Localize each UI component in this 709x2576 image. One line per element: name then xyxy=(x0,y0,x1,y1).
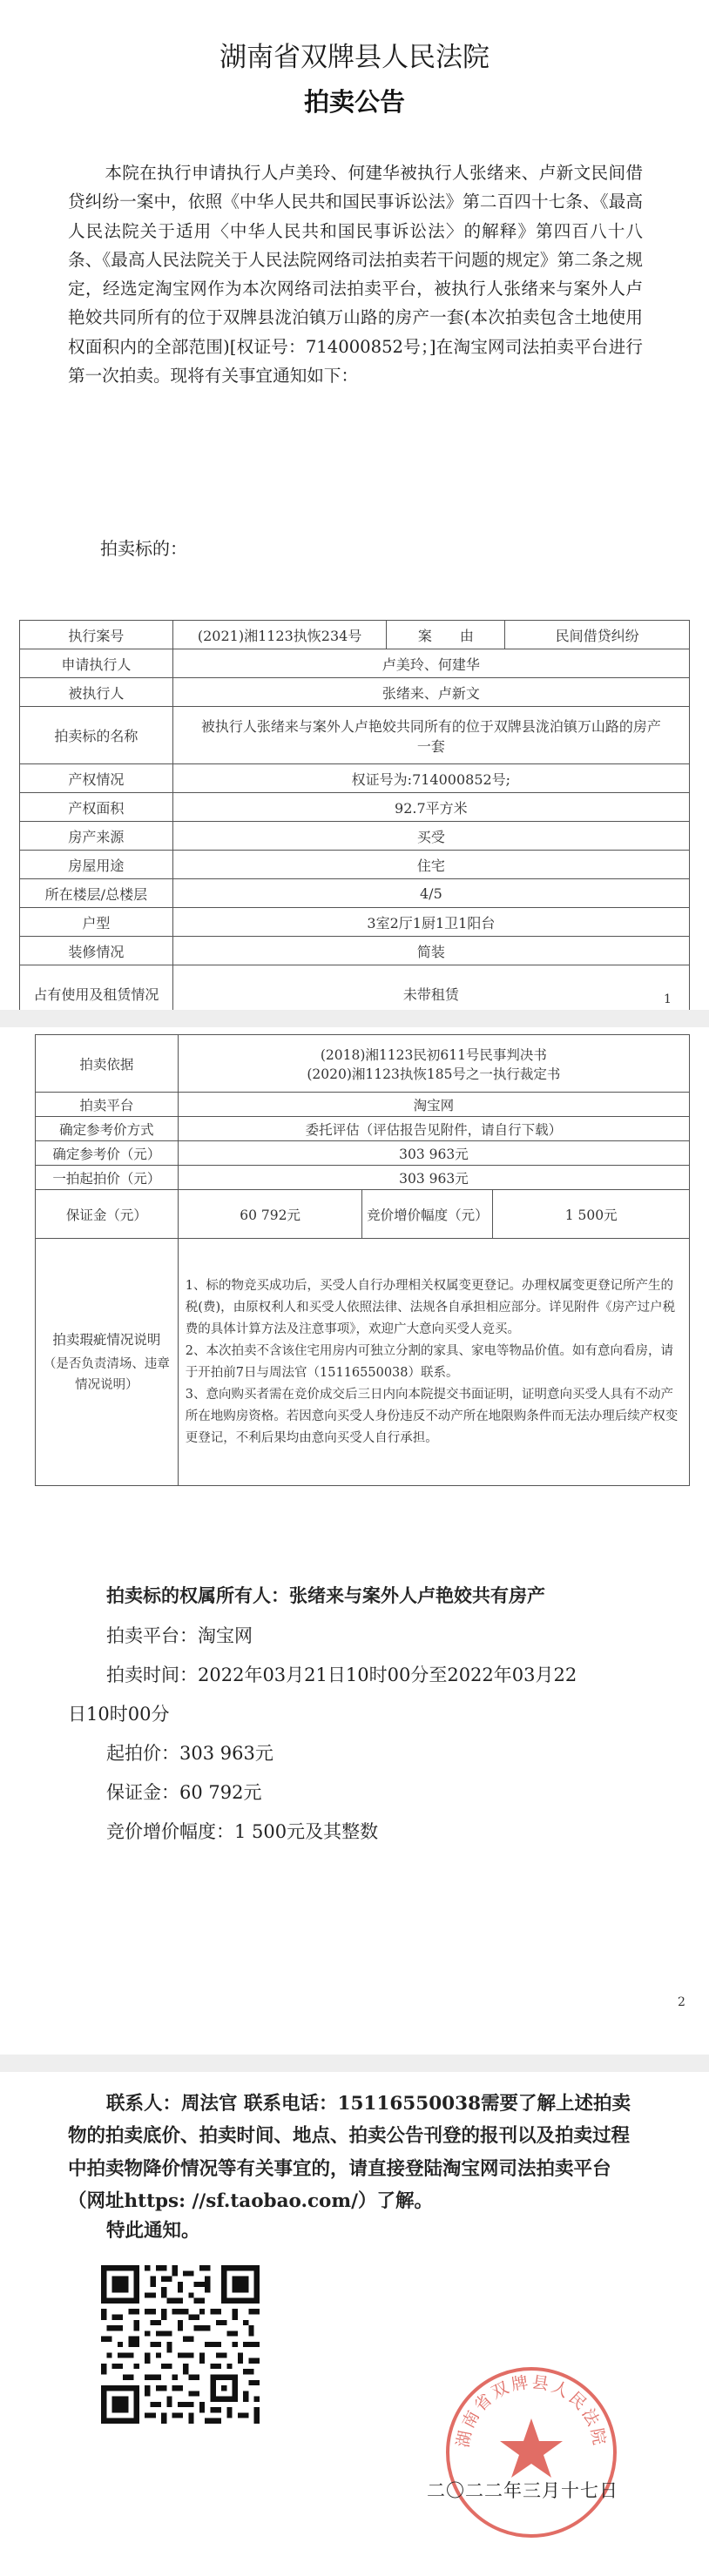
closing-notice: 特此通知。 xyxy=(106,2220,200,2242)
auction-info-table xyxy=(35,1034,690,1486)
summary-deposit: 保证金：60 792元 xyxy=(106,1782,262,1803)
document-title: 拍卖公告 xyxy=(303,87,405,117)
subject-label: 拍卖标的： xyxy=(100,538,187,559)
defect-label-cell xyxy=(36,1239,179,1486)
table-row xyxy=(20,764,690,793)
page-number: 2 xyxy=(678,1995,685,2009)
platform-value: 淘宝网 xyxy=(178,1093,689,1117)
cause-label: 案 由 xyxy=(387,621,505,649)
table-row xyxy=(20,707,690,764)
table-row xyxy=(36,1035,690,1093)
seal-text: 湖南省双牌县人民法院 xyxy=(453,2372,610,2450)
table-row xyxy=(36,1239,690,1486)
source-value: 买受 xyxy=(172,822,689,851)
table-row xyxy=(20,937,690,965)
basis-line-2: (2020)湘1123执恢185号之一执行裁定书 xyxy=(307,1066,561,1082)
area-value: 92.7平方米 xyxy=(172,793,689,822)
table-row xyxy=(36,1190,690,1239)
table-row xyxy=(20,851,690,879)
table-row xyxy=(36,1093,690,1117)
defect-label-sub: （是否负责清场、违章情况说明） xyxy=(43,1356,170,1392)
page-separator xyxy=(0,1010,709,1027)
defect-notes xyxy=(178,1239,689,1486)
page-separator xyxy=(0,2055,709,2072)
subject-name-label: 拍卖标的名称 xyxy=(20,707,173,764)
decor-value: 简装 xyxy=(172,937,689,965)
start-price-value: 303 963元 xyxy=(178,1166,689,1190)
basis-label: 拍卖依据 xyxy=(36,1035,179,1093)
ref-price-label: 确定参考价（元） xyxy=(36,1141,179,1166)
table-row xyxy=(20,793,690,822)
title-label: 产权情况 xyxy=(20,764,173,793)
area-label: 产权面积 xyxy=(20,793,173,822)
floor-label: 所在楼层/总楼层 xyxy=(20,879,173,908)
platform-label: 拍卖平台 xyxy=(36,1093,179,1117)
floor-value: 4/5 xyxy=(172,879,689,908)
intro-paragraph: 本院在执行申请执行人卢美玲、何建华被执行人张绪来、卢新文民间借贷纠纷一案中，依照《中华人民共和国民事诉讼法》第二百四十七条、《最高人民法院关于适用〈中华人民共和国民事诉讼法〉的解释》第四百八十八条、《最高人民法院关于人民法院网络司法拍卖若干问题的规定》第二条之规定，经选定淘宝网作为本次网络司法拍卖平台，被执行人张绪来与案外人卢艳姣共同所有的位于双牌县泷泊镇万山路的房产一套(本次拍卖包含土地使用权面积内的全部范围)[权证号：714000852号；]在淘宝网司法拍卖平台进行第一次拍卖。现将有关事宜通知如下： xyxy=(68,163,643,387)
table-row xyxy=(20,908,690,937)
respondent-label: 被执行人 xyxy=(20,678,173,707)
deposit-value: 60 792元 xyxy=(178,1190,362,1239)
table-row xyxy=(36,1166,690,1190)
defect-note-2: 2、本次拍卖不含该住宅用房内可独立分割的家具、家电等物品价值。如有意向看房，请于开拍前7日与周法官（15116550038）联系。 xyxy=(185,1343,674,1380)
source-label: 房产来源 xyxy=(20,822,173,851)
layout-label: 户型 xyxy=(20,908,173,937)
summary-start-price: 起拍价：303 963元 xyxy=(106,1743,273,1764)
summary-platform: 拍卖平台：淘宝网 xyxy=(106,1625,253,1646)
table-row xyxy=(20,678,690,707)
page-number: 1 xyxy=(664,992,672,1006)
page-2 xyxy=(0,1027,709,2055)
summary-time-line-1: 拍卖时间：2022年03月21日10时00分至2022年03月22 xyxy=(106,1665,577,1685)
court-name: 湖南省双牌县人民法院 xyxy=(219,42,490,73)
decor-label: 装修情况 xyxy=(20,937,173,965)
subject-name: 被执行人张绪来与案外人卢艳姣共同所有的位于双牌县泷泊镇万山路的房产一套 xyxy=(172,707,689,764)
case-no: (2021)湘1123执恢234号 xyxy=(172,621,387,649)
table-row xyxy=(20,822,690,851)
summary-owner: 拍卖标的权属所有人：张绪来与案外人卢艳姣共有房产 xyxy=(106,1584,545,1606)
summary-time-line-2: 日10时00分 xyxy=(68,1704,170,1725)
contact-paragraph: 联系人：周法官 联系电话：15116550038需要了解上述拍卖物的拍卖底价、拍卖时间、地点、拍卖公告刊登的报刊以及拍卖过程中拍卖物降价情况等有关事宜的，请直接登陆淘宝网司法拍卖平台（网址https: //sf.taobao.com/）了解。 xyxy=(68,2093,631,2213)
deposit-label: 保证金（元） xyxy=(36,1190,179,1239)
defect-label: 拍卖瑕疵情况说明 xyxy=(52,1331,161,1348)
applicant-label: 申请执行人 xyxy=(20,649,173,678)
case-no-label: 执行案号 xyxy=(20,621,173,649)
table-row xyxy=(20,621,690,649)
basis-line-1: (2018)湘1123民初611号民事判决书 xyxy=(320,1046,547,1063)
layout-value: 3室2厅1厨1卫1阳台 xyxy=(172,908,689,937)
court-seal xyxy=(440,2361,623,2544)
issue-date: 二〇二二年三月十七日 xyxy=(427,2480,618,2501)
applicant: 卢美玲、何建华 xyxy=(172,649,689,678)
increment-value: 1 500元 xyxy=(493,1190,690,1239)
occupancy-label: 占有使用及租赁情况 xyxy=(20,965,173,1023)
ref-price-value: 303 963元 xyxy=(178,1141,689,1166)
cause: 民间借贷纠纷 xyxy=(505,621,690,649)
respondent: 张绪来、卢新文 xyxy=(172,678,689,707)
occupancy-value: 未带租赁 xyxy=(172,965,689,1023)
use-value: 住宅 xyxy=(172,851,689,879)
defect-note-3: 3、意向购买者需在竞价成交后三日内向本院提交书面证明，证明意向买受人具有不动产所在地购房资格。若因意向买受人身份违反不动产所在地限购条件而无法办理后续产权变更登记，不利后果均由意向买受人自行承担。 xyxy=(185,1387,679,1445)
method-label: 确定参考价方式 xyxy=(36,1117,179,1141)
summary-increment: 竞价增价幅度：1 500元及其整数 xyxy=(106,1821,379,1842)
title-value: 权证号为:714000852号; xyxy=(172,764,689,793)
table-row xyxy=(36,1117,690,1141)
defect-note-1: 1、标的物竞买成功后，买受人自行办理相关权属变更登记。办理权属变更登记所产生的税(费)，由原权利人和买受人依照法律、法规各自承担相应部分。详见附件《房产过户税费的具体计算方法及注意事项》，欢迎广大意向买受人竞买。 xyxy=(185,1278,676,1336)
method-value: 委托评估（评估报告见附件，请自行下载） xyxy=(178,1117,689,1141)
page-1 xyxy=(0,0,709,1010)
basis-value xyxy=(178,1035,689,1093)
table-row xyxy=(36,1141,690,1166)
increment-label: 竞价增价幅度（元） xyxy=(362,1190,493,1239)
use-label: 房屋用途 xyxy=(20,851,173,879)
table-row xyxy=(20,649,690,678)
table-row xyxy=(20,879,690,908)
property-info-table xyxy=(19,620,690,1023)
qr-code xyxy=(101,2265,260,2424)
start-price-label: 一拍起拍价（元） xyxy=(36,1166,179,1190)
